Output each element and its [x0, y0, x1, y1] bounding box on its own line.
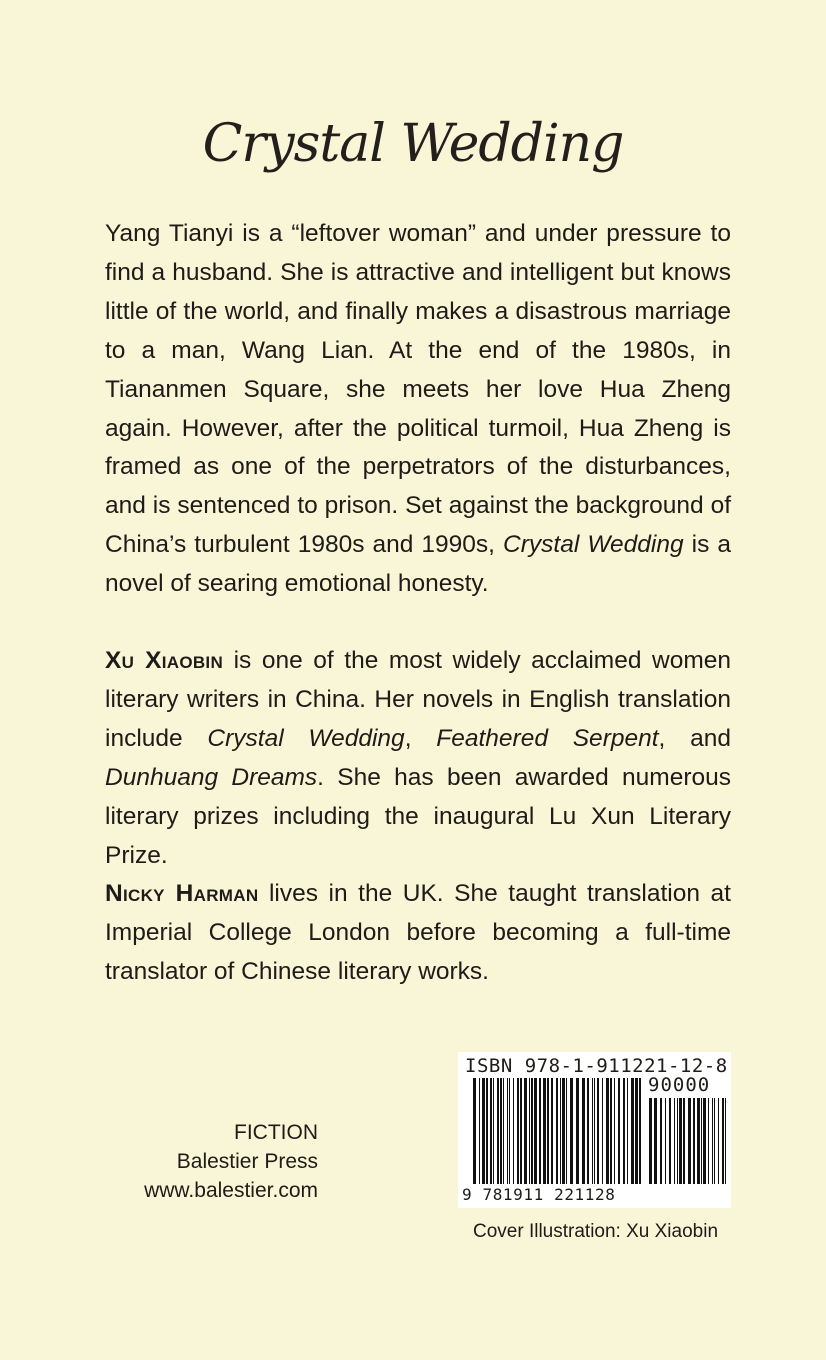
barcode-bar — [627, 1078, 628, 1184]
barcode-bar — [693, 1098, 695, 1184]
author-work-1: Crystal Wedding — [207, 724, 405, 752]
isbn-barcode — [458, 1052, 731, 1208]
barcode-bar — [703, 1098, 706, 1184]
barcode-bar — [722, 1098, 724, 1184]
author-bio-text-b: . She has been awarded numerous literary prizes including the inaugural Lu Xun Literary Prize. — [105, 763, 731, 869]
barcode-bar — [503, 1078, 504, 1184]
barcode-bar — [614, 1078, 615, 1184]
imprint-block — [144, 1118, 318, 1205]
blurb-text-b: is a novel of searing emotional honesty. — [105, 531, 731, 598]
barcode-bar — [623, 1078, 625, 1184]
price-code: 90000 — [648, 1074, 711, 1096]
barcode-bar — [562, 1078, 565, 1184]
barcode-bar — [712, 1098, 713, 1184]
barcode-bar — [534, 1078, 537, 1184]
barcode-bar — [654, 1098, 657, 1184]
barcode-bar — [679, 1098, 682, 1184]
imprint-publisher: Balestier Press — [176, 1150, 318, 1173]
barcode-bar — [610, 1078, 612, 1184]
translator-bio-text: lives in the UK. She taught translation at Imperial College London before becoming a full-time translator of Chinese literary works. — [105, 880, 731, 985]
barcode-bar — [660, 1098, 662, 1184]
barcode-bar — [551, 1078, 553, 1184]
blurb-paragraph — [105, 215, 731, 604]
barcode-bar — [708, 1098, 709, 1184]
barcode-bar — [677, 1098, 678, 1184]
barcode-bar — [697, 1098, 700, 1184]
author-bio-text-a: is one of the most widely acclaimed women literary writers in China. Her novels in English translation include — [105, 647, 731, 752]
barcode-bar — [529, 1078, 530, 1184]
barcode-bar — [582, 1078, 585, 1184]
barcode-bar — [592, 1078, 593, 1184]
author-name: Xu Xiaobin — [105, 647, 224, 674]
barcode-bar — [479, 1078, 480, 1184]
barcode-bar — [688, 1098, 691, 1184]
barcode-bar — [493, 1078, 494, 1184]
author-work-3: Dunhuang Dreams — [105, 763, 318, 791]
translator-name: Nicky Harman — [105, 880, 259, 907]
barcode-bar — [701, 1098, 702, 1184]
barcode-bar — [683, 1098, 685, 1184]
barcode-bar — [718, 1098, 719, 1184]
barcode-bar — [635, 1078, 638, 1184]
author-work-2: Feathered Serpent — [436, 724, 659, 752]
barcode-bar — [509, 1078, 510, 1184]
barcode-bar — [649, 1098, 652, 1184]
barcode-bar — [500, 1078, 502, 1184]
barcode-bar — [714, 1098, 715, 1184]
barcode-bar — [674, 1098, 675, 1184]
barcode-bar — [547, 1078, 549, 1184]
barcode-bar — [486, 1078, 488, 1184]
barcode-bar — [539, 1078, 541, 1184]
barcode-bar — [482, 1078, 485, 1184]
barcode-bar — [725, 1098, 726, 1184]
barcode-bar — [517, 1078, 519, 1184]
barcode-bar — [576, 1078, 579, 1184]
barcode-bar — [473, 1078, 476, 1184]
barcode-bar — [602, 1078, 603, 1184]
author-bio-paragraph — [105, 642, 731, 875]
barcode-bar — [513, 1078, 514, 1184]
barcode-bar — [594, 1078, 595, 1184]
barcode-bar — [639, 1078, 641, 1184]
imprint-website: www.balestier.com — [144, 1179, 318, 1202]
barcode-bar — [560, 1078, 561, 1184]
barcode-bar — [618, 1078, 620, 1184]
barcode-bar — [669, 1098, 671, 1184]
barcode-bar — [587, 1078, 589, 1184]
barcode-bar — [507, 1078, 508, 1184]
isbn-number: ISBN 978-1-911221-12-8 — [465, 1055, 728, 1077]
barcode-bar — [524, 1078, 527, 1184]
barcode-bar — [566, 1078, 567, 1184]
barcode-bar — [497, 1078, 499, 1184]
barcode-bar — [570, 1078, 573, 1184]
book-title: Crystal Wedding — [202, 114, 624, 174]
barcode-bar — [606, 1078, 609, 1184]
barcode-bar — [520, 1078, 522, 1184]
ean-digits: 9 781911 221128 — [462, 1185, 616, 1204]
barcode-bar — [597, 1078, 599, 1184]
author-bio-sep-2: , and — [658, 724, 731, 752]
barcode-bar — [665, 1098, 666, 1184]
blurb-book-title: Crystal Wedding — [503, 531, 684, 559]
barcode-bar — [490, 1078, 492, 1184]
blurb-text-a: Yang Tianyi is a “leftover woman” and under pressure to find a husband. She is attractive and intelligent but knows little of the world, and finally makes a disastrous marriage to a man, Wang Lian. At the end of the 1980s, in Tiananmen Square, she meets her love Hua Zheng again. However, after the political turmoil, Hua Zheng is framed as one of the perpetrators of the disturbances, and is sentenced to prison. Set against the background of China’s turbulent 1980s and 1990s, — [105, 220, 731, 559]
cover-illustration-credit: Cover Illustration: Xu Xiaobin — [473, 1221, 719, 1242]
author-bio-sep-1: , — [404, 724, 437, 752]
barcode-bar — [556, 1078, 558, 1184]
imprint-category: FICTION — [234, 1121, 318, 1144]
barcode-bar — [543, 1078, 546, 1184]
barcode-bar — [631, 1078, 634, 1184]
translator-bio-paragraph — [105, 875, 731, 992]
barcode-bar — [531, 1078, 533, 1184]
